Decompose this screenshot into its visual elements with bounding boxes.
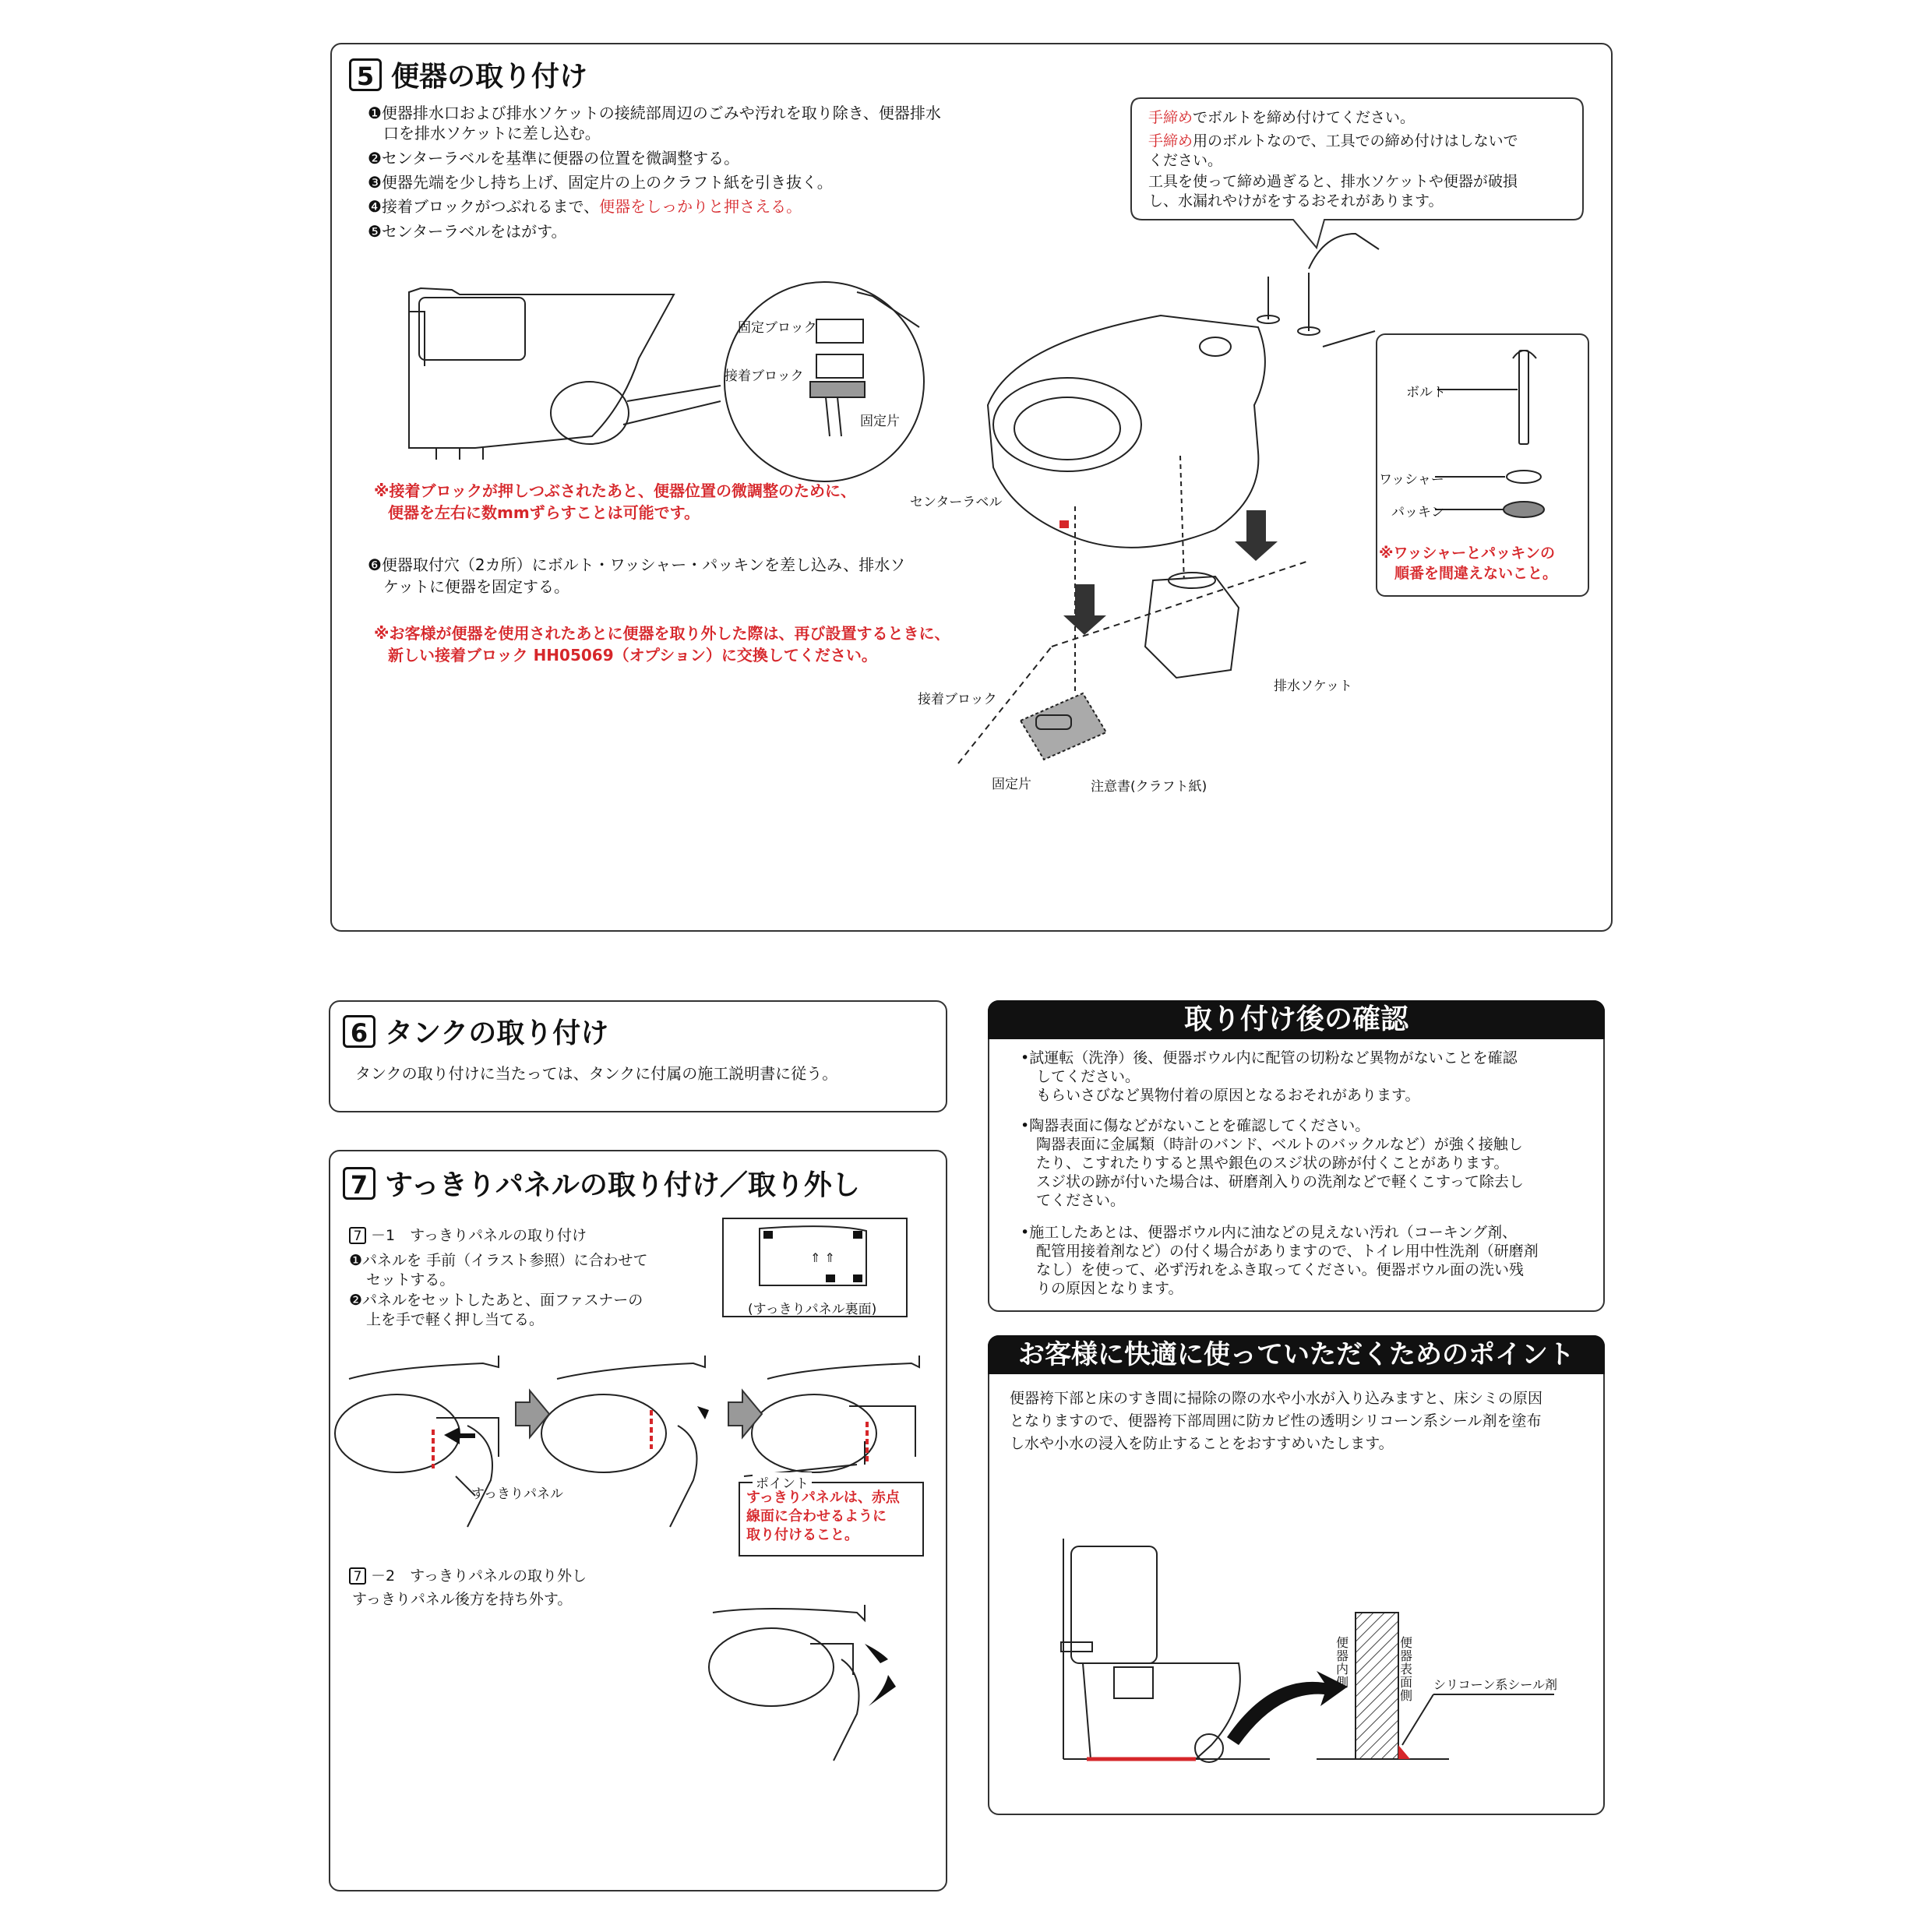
label-koteihen-2: 固定片 [992, 777, 1031, 792]
point-body-1: すっきりパネルは、赤点 [746, 1490, 900, 1506]
note-2a: ※お客様が便器を使用されたあとに便器を取り外した際は、再び設置するときに、 [374, 624, 950, 643]
callout-line-5: し、水漏れやけがをするおそれがあります。 [1148, 192, 1444, 210]
check-item-3a: •施工したあとは、便器ボウル内に油などの見えない汚れ（コーキング剤、 [1021, 1224, 1518, 1241]
check-item-2c: たり、こすれたりすると黒や銀色のスジ状の跡が付くことがあります。 [1036, 1155, 1509, 1172]
sub-1-step-1b: セットする。 [366, 1271, 455, 1289]
callout-line-3: ください。 [1148, 152, 1223, 169]
points-body-3: し水や小水の浸入を防止することをおすすめいたします。 [1010, 1435, 1394, 1452]
check-item-2a: •陶器表面に傷などがないことを確認してください。 [1021, 1117, 1370, 1134]
step-4-prefix: ❹接着ブロックがつぶれるまで、 [368, 197, 600, 216]
check-item-1a: •試運転（洗浄）後、便器ボウル内に配管の切粉など異物がないことを確認 [1021, 1049, 1518, 1066]
section-5-heading: 便器の取り付け [391, 61, 588, 93]
step-3: ❸便器先端を少し持ち上げ、固定片の上のクラフト紙を引き抜く。 [368, 173, 833, 192]
check-item-1c: もらいさびなど異物付着の原因となるおそれがあります。 [1036, 1087, 1420, 1104]
step-2: ❷センターラベルを基準に便器の位置を微調整する。 [368, 149, 740, 167]
label-secchaku-block: 接着ブロック [724, 368, 804, 384]
label-sealant: シリコーン系シール剤 [1433, 1677, 1558, 1692]
note-1a: ※接着ブロックが押しつぶされたあと、便器位置の微調整のために、 [374, 481, 857, 500]
point-body-2: 線面に合わせるように [746, 1508, 887, 1525]
svg-text:⇑ ⇑: ⇑ ⇑ [810, 1250, 835, 1265]
sub-1-number: 7 [349, 1227, 366, 1244]
label-secchaku-block-2: 接着ブロック [918, 692, 997, 707]
callout-line-2: 手締め用のボルトなので、工具での締め付けはしないで [1148, 132, 1518, 150]
check-item-3c: なし）を使って、必ず汚れをふき取ってください。便器ボウル面の洗い残 [1036, 1261, 1525, 1278]
sub-1-title: 7 －1 すっきりパネルの取り付け [349, 1225, 587, 1246]
sub-2-body: すっきりパネル後方を持ち外す。 [352, 1591, 573, 1608]
parts-note-a: ※ワッシャーとパッキンの [1379, 545, 1555, 562]
panel-back-label: (すっきりパネル裏面) [748, 1302, 877, 1317]
check-title: 取り付け後の確認 [988, 1000, 1605, 1039]
note-2b: 新しい接着ブロック HH05069（オプション）に交換してください。 [388, 646, 877, 665]
callout-line-4: 工具を使って締め過ぎると、排水ソケットや便器が破損 [1148, 173, 1518, 190]
section-7-number: 7 [343, 1167, 375, 1200]
step-1a: ❶便器排水口および排水ソケットの接続部周辺のごみや汚れを取り除き、便器排水 [368, 104, 941, 122]
point-body-3: 取り付けること。 [746, 1527, 858, 1543]
section-5-number: 5 [349, 58, 382, 91]
check-item-3d: りの原因となります。 [1036, 1280, 1183, 1297]
label-koteihen: 固定片 [860, 414, 900, 429]
label-caution-paper: 注意書(クラフト紙) [1091, 779, 1208, 795]
label-packing: パッキン [1391, 505, 1444, 520]
check-item-2d: スジ状の跡が付いた場合は、研磨剤入りの洗剤などで軽くこすって除去し [1036, 1173, 1524, 1190]
step-4-red: 便器をしっかりと押さえる。 [599, 197, 802, 216]
section-6-number: 6 [343, 1015, 375, 1048]
note-1b: 便器を左右に数mmずらすことは可能です。 [388, 503, 700, 522]
label-benki-surface: 便器表面側 [1400, 1635, 1413, 1703]
sub-2-number: 7 [349, 1567, 366, 1585]
section-6-body: タンクの取り付けに当たっては、タンクに付属の施工説明書に従う。 [355, 1064, 838, 1083]
section-6-heading: タンクの取り付け [385, 1017, 609, 1049]
sub-1-step-2b: 上を手で軽く押し当てる。 [366, 1311, 545, 1328]
sub-1-step-1a: ❶パネルを 手前（イラスト参照）に合わせて [349, 1252, 648, 1269]
check-item-2e: てください。 [1036, 1192, 1126, 1209]
label-sukkiri-panel: すっきりパネル [471, 1486, 563, 1502]
points-body-2: となりますので、便器袴下部周囲に防カビ性の透明シリコーン系シール剤を塗布 [1010, 1412, 1542, 1430]
label-center-label: センターラベル [910, 495, 1003, 510]
check-item-2b: 陶器表面に金属類（時計のバンド、ベルトのバックルなど）が強く接触し [1036, 1136, 1523, 1153]
points-title: お客様に快適に使っていただくためのポイント [988, 1335, 1605, 1374]
check-item-3b: 配管用接着剤など）の付く場合がありますので、トイレ用中性洗剤（研磨剤 [1036, 1243, 1539, 1260]
step-1b: 口を排水ソケットに差し込む。 [383, 124, 601, 143]
label-benki-inner: 便器内側 [1336, 1635, 1349, 1690]
label-bolt: ボルト [1406, 385, 1446, 400]
label-drain-socket: 排水ソケット [1274, 679, 1352, 694]
section-7-heading: すっきりパネルの取り付け／取り外し [385, 1169, 860, 1201]
point-head: ポイント [753, 1472, 812, 1492]
sub-1-step-2a: ❷パネルをセットしたあと、面ファスナーの [349, 1292, 643, 1309]
label-kotei-block: 固定ブロック [738, 320, 817, 336]
step-6a: ❻便器取付穴（2カ所）にボルト・ワッシャー・パッキンを差し込み、排水ソ [368, 555, 906, 574]
parts-note-b: 順番を間違えないこと。 [1394, 565, 1558, 582]
points-body-1: 便器袴下部と床のすき間に掃除の際の水や小水が入り込みますと、床シミの原因 [1010, 1390, 1543, 1407]
step-6b: ケットに便器を固定する。 [383, 577, 569, 596]
sub-2-title: 7 －2 すっきりパネルの取り外し [349, 1566, 587, 1587]
step-5: ❺センターラベルをはがす。 [368, 222, 567, 241]
label-washer: ワッシャー [1379, 472, 1444, 488]
callout-line-1: 手締めでボルトを締め付けてください。 [1148, 109, 1416, 126]
check-item-1b: してください。 [1036, 1068, 1141, 1085]
